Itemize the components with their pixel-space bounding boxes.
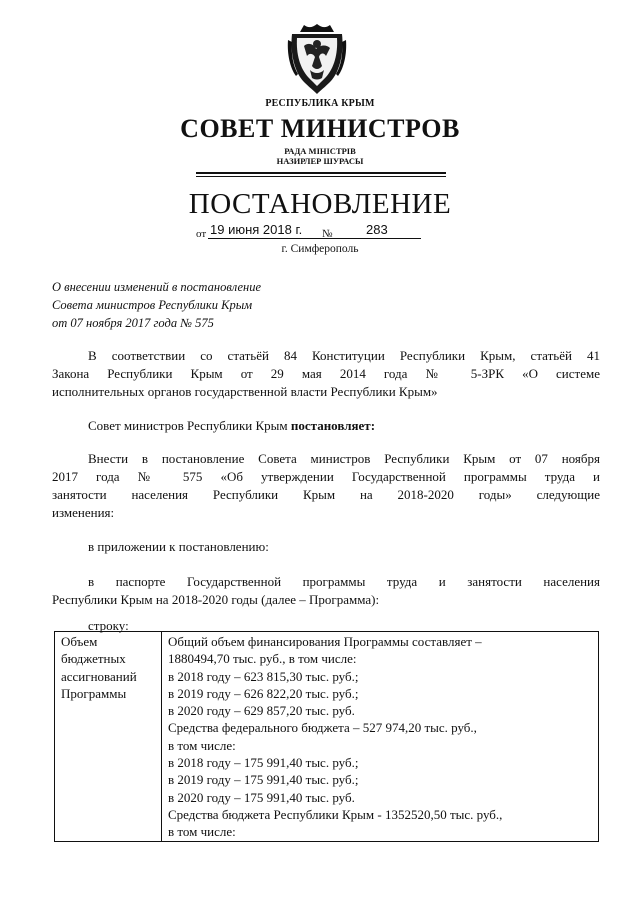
- table-row: [55, 632, 599, 842]
- republic-name: РЕСПУБЛИКА КРЫМ: [265, 98, 375, 109]
- paragraph-line: [52, 417, 600, 435]
- resolution-clause: [52, 417, 600, 435]
- paragraph-line: в паспорте Государственной программы труда и занятости населения: [88, 574, 600, 589]
- value-line: в 2020 году – 629 857,20 тыс. руб.: [168, 703, 355, 719]
- crimea-coat-of-arms-icon: [286, 22, 348, 96]
- paragraph-line: В соответствии со статьёй 84 Конституции Республики Крым, статьёй 41: [88, 348, 600, 363]
- value-line: 1880494,70 тыс. руб., в том числе:: [168, 651, 357, 667]
- date-prefix: от: [196, 228, 207, 240]
- paragraph-line: Внести в постановление Совета министров Республики Крым от 07 ноября: [88, 451, 600, 466]
- passport-paragraph: [52, 573, 600, 609]
- value-line: в 2018 году – 175 991,40 тыс. руб.;: [168, 755, 359, 771]
- paragraph-line: Закона Республики Крым от 29 мая 2014 года № 5-ЗРК «О системе: [52, 366, 600, 381]
- header-divider-thick: [196, 172, 446, 174]
- document-subject: [52, 278, 261, 332]
- paragraph-line: в приложении к постановлению:: [88, 539, 269, 554]
- document-type-title: ПОСТАНОВЛЕНИЕ: [188, 188, 452, 220]
- resolution-keyword: постановляет:: [290, 418, 376, 433]
- value-line: Средства федерального бюджета – 527 974,20 тыс. руб.,: [168, 720, 477, 736]
- paragraph-line: исполнительных органов государственной власти Республики Крым»: [52, 384, 438, 399]
- value-line: Общий объем финансирования Программы составляет –: [168, 634, 482, 649]
- value-line: Средства бюджета Республики Крым - 1352520,50 тыс. руб.,: [168, 806, 503, 822]
- label-line: Объем: [61, 634, 98, 649]
- line-label: строку:: [88, 618, 129, 633]
- resolution-text: Совет министров Республики Крым: [88, 418, 291, 433]
- document-date: 19 июня 2018 г.: [210, 222, 303, 237]
- label-line: ассигнований: [61, 668, 137, 684]
- label-line: бюджетных: [61, 651, 126, 667]
- paragraph-line: занятости населения Республики Крым на 2018-2020 годы» следующие: [52, 487, 600, 502]
- council-title: СОВЕТ МИНИСТРОВ: [180, 114, 460, 143]
- value-line: в 2020 году – 175 991,40 тыс. руб.: [168, 789, 355, 805]
- appendix-paragraph: [52, 538, 600, 556]
- budget-table: [54, 631, 599, 842]
- table-cell-label: [55, 632, 162, 842]
- date-underline: [208, 238, 421, 239]
- number-prefix: №: [322, 228, 333, 240]
- subject-line: О внесении изменений в постановление: [52, 280, 262, 294]
- paragraph-line: изменения:: [52, 505, 115, 520]
- amendment-paragraph: [52, 450, 600, 522]
- paragraph-line: 2017 года № 575 «Об утверждении Государственной программы труда и: [52, 469, 600, 484]
- value-line: в 2018 году – 623 815,30 тыс. руб.;: [168, 668, 359, 684]
- preamble-paragraph: [52, 347, 600, 401]
- value-line: в 2019 году – 626 822,20 тыс. руб.;: [168, 685, 359, 701]
- date-number-line: [196, 222, 426, 240]
- council-title-ukrainian: РАДА МІНІСТРІВ: [284, 146, 356, 156]
- paragraph-line: Республики Крым на 2018-2020 годы (далее – Программа):: [52, 592, 380, 607]
- document-number: 283: [366, 222, 388, 237]
- value-line: в том числе:: [168, 737, 236, 753]
- header-divider-thin: [196, 176, 446, 177]
- council-title-crimean-tatar: НАЗИРЛЕР ШУРАСЫ: [276, 156, 364, 166]
- table-cell-value: [162, 632, 599, 842]
- subject-line: от 07 ноября 2017 года № 575: [52, 316, 214, 330]
- document-city: г. Симферополь: [281, 243, 359, 255]
- subject-line: Совета министров Республики Крым: [52, 298, 253, 312]
- value-line: в 2019 году – 175 991,40 тыс. руб.;: [168, 772, 359, 788]
- label-line: Программы: [61, 685, 127, 701]
- value-line: в том числе:: [168, 824, 236, 840]
